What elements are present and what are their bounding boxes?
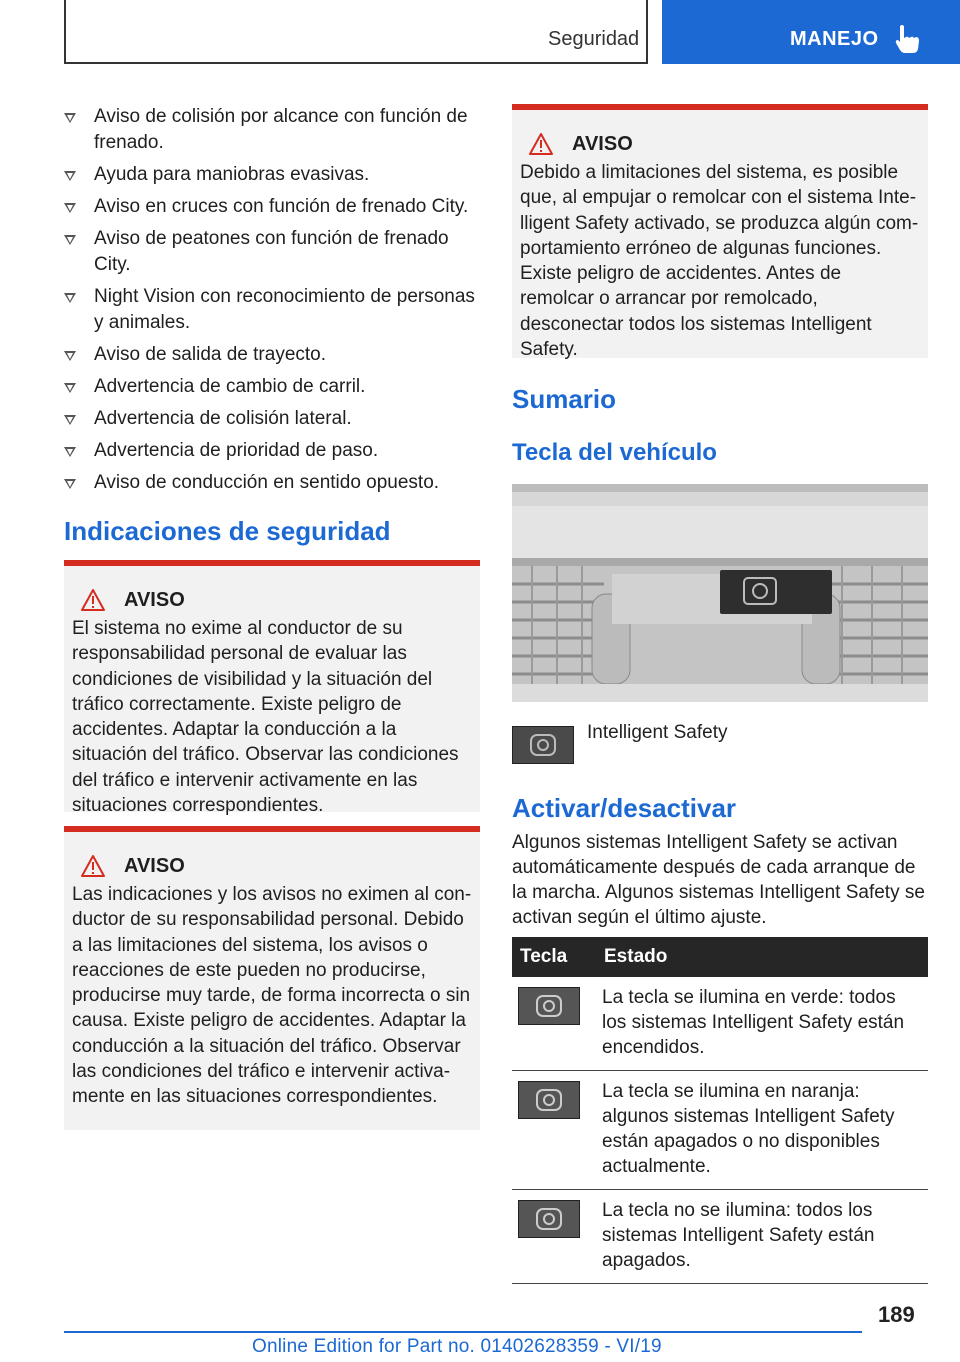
safety-heading: Indicaciones de seguridad — [64, 516, 391, 546]
warning-box — [512, 104, 928, 361]
activate-text: Algunos sistemas Intelligent Safety se activan automáticamente después de cada arranque de la marcha. Algunos sistemas Intelligent Safety se activan según el último ajuste. — [512, 832, 925, 928]
list-item: Advertencia de prioridad de paso. — [64, 438, 484, 464]
warning-text: El sistema no exime al conductor de su responsabilidad personal de evaluar las condiciones de visibilidad y la situación del tráfico correctamente. Existe peligro de accidentes. Adaptar la conducción a la situación del tráfico. Observar las condiciones del tráfico e intervenir activamente en las situaciones correspondientes. — [72, 618, 459, 817]
key-icon — [518, 1081, 580, 1119]
key-label: Intelligent Safety — [587, 722, 728, 743]
warning-title: AVISO — [572, 132, 633, 155]
table-row — [512, 1190, 928, 1284]
warning-title: AVISO — [124, 588, 185, 611]
dashboard-photo — [512, 484, 928, 702]
warning-text: Las indicaciones y los avisos no eximen al conductor de su responsabilidad personal. Debido a las limitaciones del sistema, los avisos o reacciones de este pueden no producirse, producirse muy tarde, de forma incorrecta o sin causa. Existe peligro de accidentes. Adaptar la conducción a la situación del tráfico. Observar las condiciones del tráfico e intervenir activamente en las situaciones correspondientes. — [72, 884, 472, 1108]
header-section-title: Seguridad — [548, 28, 640, 50]
list-item: Aviso de conducción en sentido opuesto. — [64, 470, 484, 496]
warning-triangle-icon — [80, 588, 106, 612]
header-chapter-title: MANEJO — [790, 28, 879, 50]
warning-triangle-icon — [80, 854, 106, 878]
list-item: Aviso en cruces con función de frenado City. — [64, 194, 484, 220]
footer-rule — [64, 1331, 862, 1333]
sumario-heading: Sumario — [512, 384, 617, 414]
list-item: Advertencia de cambio de carril. — [64, 374, 484, 400]
column-header-key: Tecla — [512, 937, 596, 977]
table-row — [512, 1071, 928, 1190]
key-icon — [518, 987, 580, 1025]
list-item: Aviso de salida de trayecto. — [64, 342, 484, 368]
warning-box — [64, 826, 480, 1130]
list-item: Ayuda para maniobras evasivas. — [64, 162, 484, 188]
column-header-state: Estado — [596, 937, 928, 977]
list-item: Night Vision con reconocimiento de personas y animales. — [64, 284, 484, 336]
list-item: Advertencia de colisión lateral. — [64, 406, 484, 432]
state-description: La tecla se ilumina en verde: todos los sistemas Intelligent Safety están encendidos. — [596, 977, 928, 1071]
footer-edition: Online Edition for Part no. 01402628359 - VI/19 — [252, 1336, 662, 1357]
table-row — [512, 977, 928, 1071]
key-states-table — [512, 937, 928, 1284]
key-icon — [518, 1200, 580, 1238]
warning-text: Debido a limitaciones del sistema, es posible que, al empujar o remolcar con el sistema Intelligent Safety activado, se produzca algún comportamiento erróneo de algunas funciones. Existe peligro de accidentes. Antes de remolcar o arrancar por remolcado, desconectar todos los sistemas Intelligent Safety. — [520, 162, 919, 361]
activate-heading: Activar/desactivar — [512, 793, 737, 823]
intelligent-safety-key-icon — [512, 726, 574, 764]
warning-title: AVISO — [124, 854, 185, 877]
table-header-row — [512, 937, 928, 977]
vehicle-key-heading: Tecla del vehículo — [512, 439, 717, 466]
car-shield-icon — [529, 733, 557, 757]
list-item: Aviso de colisión por alcance con función de frenado. — [64, 104, 484, 156]
feature-list — [64, 104, 484, 502]
warning-triangle-icon — [528, 132, 554, 156]
state-description: La tecla no se ilumina: todos los sistemas Intelligent Safety están apagados. — [596, 1190, 928, 1284]
state-description: La tecla se ilumina en naranja: algunos sistemas Intelligent Safety están apagados o no disponibles actualmente. — [596, 1071, 928, 1190]
list-item: Aviso de peatones con función de frenado City. — [64, 226, 484, 278]
page-number: 189 — [878, 1302, 915, 1327]
warning-box — [64, 560, 480, 817]
hand-pointer-icon — [894, 24, 922, 54]
